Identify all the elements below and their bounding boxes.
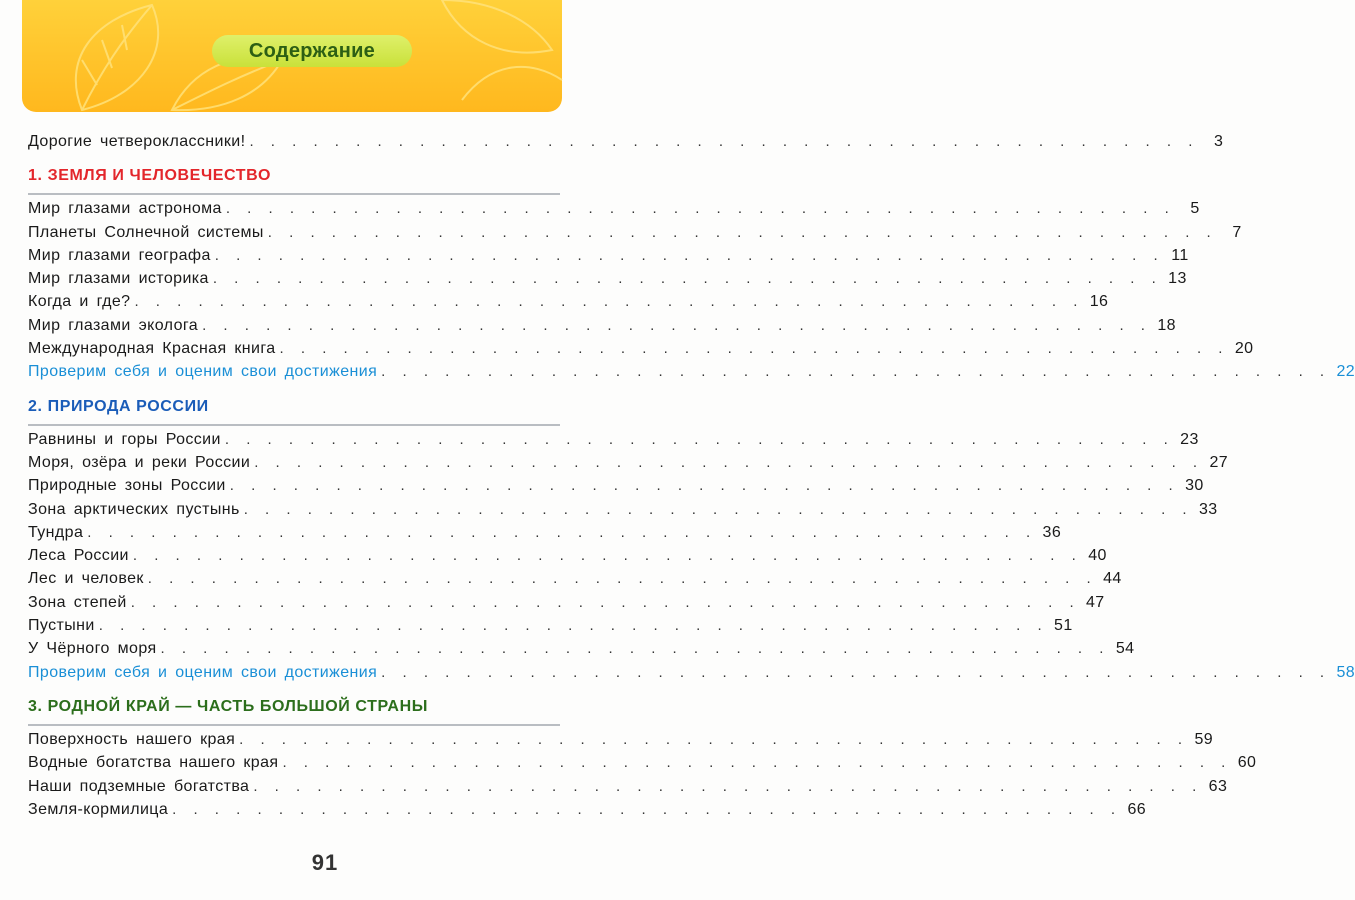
entry-page: 22 (1336, 363, 1355, 381)
dot-leader: . . . . . . . . . . . . . . . . . . . . . . . . . . . . . . . . . . . . . . . . . . . . . (224, 430, 1173, 448)
entry-title: Природные зоны России (28, 477, 226, 495)
entry-page: 59 (1194, 730, 1214, 748)
dot-leader: . . . . . . . . . . . . . . . . . . . . . . . . . . . . . . . . . . . . . . . . . . . . . (381, 663, 1330, 681)
dot-leader: . . . . . . . . . . . . . . . . . . . . . . . . . . . . . . . . . . . . . . . . . . . . . (249, 133, 1198, 150)
entry-page: 30 (1185, 477, 1204, 495)
toc-entry[interactable] (28, 728, 1214, 751)
toc-entry[interactable] (28, 591, 1105, 614)
toc-entry[interactable] (28, 775, 1228, 798)
entry-page: 54 (1115, 640, 1135, 658)
entry-title: Наши подземные богатства (28, 777, 250, 795)
dot-leader: . . . . . . . . . . . . . . . . . . . . . . . . . . . . . . . . . . . . . . . . . . . . . (132, 547, 1081, 565)
entry-page: 27 (1209, 453, 1229, 471)
entry-title: Мир глазами историка (28, 270, 209, 288)
entry-title: Международная Красная книга (28, 340, 276, 358)
dot-leader: . . . . . . . . . . . . . . . . . . . . . . . . . . . . . . . . . . . . . . . . . . . . . (282, 754, 1231, 772)
entry-page: 23 (1180, 430, 1199, 448)
entry-page: 11 (1171, 246, 1189, 264)
dot-leader: . . . . . . . . . . . . . . . . . . . . . . . . . . . . . . . . . . . . . . . . . . . . . (160, 640, 1109, 658)
toc-entry[interactable] (28, 498, 1218, 521)
entry-title: У Чёрного моря (28, 640, 157, 658)
entry-page: 33 (1198, 500, 1218, 518)
toc-entry-self-check[interactable] (28, 661, 1355, 684)
toc-entry[interactable] (28, 428, 1199, 451)
dot-leader: . . . . . . . . . . . . . . . . . . . . . . . . . . . . . . . . . . . . . . . . . . . . . (98, 617, 1047, 635)
dot-leader: . . . . . . . . . . . . . . . . . . . . . . . . . . . . . . . . . . . . . . . . . . . . . (172, 800, 1121, 818)
entry-page: 36 (1042, 523, 1062, 541)
toc-entry[interactable] (28, 637, 1135, 660)
dot-leader: . . . . . . . . . . . . . . . . . . . . . . . . . . . . . . . . . . . . . . . . . . . . . (130, 593, 1079, 611)
entry-page: 20 (1234, 340, 1254, 358)
toc-entry[interactable] (28, 314, 1176, 337)
toc-entry[interactable] (28, 267, 1187, 290)
dot-leader: . . . . . . . . . . . . . . . . . . . . . . . . . . . . . . . . . . . . . . . . . . . . . (381, 363, 1330, 381)
toc-entry[interactable] (28, 544, 1107, 567)
entry-page: 63 (1208, 777, 1228, 795)
page-number: 91 (311, 850, 339, 875)
dot-leader: . . . . . . . . . . . . . . . . . . . . . . . . . . . . . . . . . . . . . . . . . . . . . (267, 223, 1216, 241)
entry-title: Проверим себя и оценим свои достижения (28, 363, 378, 381)
section-divider (28, 724, 560, 726)
toc-entry[interactable] (28, 751, 1257, 774)
entry-title: Мир глазами эколога (28, 316, 199, 334)
toc-entry[interactable] (28, 521, 1062, 544)
entry-page: 3 (1214, 133, 1224, 150)
toc-entry[interactable] (28, 474, 1204, 497)
toc-entry[interactable] (28, 130, 1224, 153)
entry-title: Проверим себя и оценим свои достижения (28, 663, 378, 681)
entry-page: 44 (1103, 570, 1122, 588)
section-divider (28, 193, 560, 195)
entry-title: Леса России (28, 547, 129, 565)
dot-leader: . . . . . . . . . . . . . . . . . . . . . . . . . . . . . . . . . . . . . . . . . . . . . (214, 246, 1163, 264)
entry-title: Мир глазами географа (28, 246, 211, 264)
entry-title: Зона арктических пустынь (28, 500, 240, 518)
dot-leader: . . . . . . . . . . . . . . . . . . . . . . . . . . . . . . . . . . . . . . . . . . . . . (253, 777, 1202, 795)
section-heading: 2. ПРИРОДА РОССИИ (28, 397, 209, 415)
entry-title: Пустыни (28, 617, 95, 635)
entry-page: 16 (1089, 293, 1109, 311)
entry-page: 51 (1054, 617, 1073, 635)
toc-entry[interactable] (28, 451, 1229, 474)
dot-leader: . . . . . . . . . . . . . . . . . . . . . . . . . . . . . . . . . . . . . . . . . . . . . (212, 270, 1161, 288)
toc-entry-self-check[interactable] (28, 360, 1355, 383)
toc-entry[interactable] (28, 614, 1073, 637)
dot-leader: . . . . . . . . . . . . . . . . . . . . . . . . . . . . . . . . . . . . . . . . . . . . . (229, 477, 1178, 495)
dot-leader: . . . . . . . . . . . . . . . . . . . . . . . . . . . . . . . . . . . . . . . . . . . . . (254, 453, 1203, 471)
entry-title: Земля-кормилица (28, 800, 169, 818)
dot-leader: . . . . . . . . . . . . . . . . . . . . . . . . . . . . . . . . . . . . . . . . . . . . . (87, 523, 1036, 541)
toc-entry[interactable] (28, 244, 1189, 267)
dot-leader: . . . . . . . . . . . . . . . . . . . . . . . . . . . . . . . . . . . . . . . . . . . . . (239, 730, 1188, 748)
entry-page: 58 (1336, 663, 1355, 681)
entry-title: Поверхность нашего края (28, 730, 236, 748)
toc-entry[interactable] (28, 221, 1242, 244)
entry-title: Дорогие четвероклассники! (28, 133, 246, 150)
dot-leader: . . . . . . . . . . . . . . . . . . . . . . . . . . . . . . . . . . . . . . . . . . . . . (202, 316, 1150, 334)
table-of-contents (28, 130, 1355, 821)
dot-leader: . . . . . . . . . . . . . . . . . . . . . . . . . . . . . . . . . . . . . . . . . . . . . (225, 200, 1174, 218)
toc-entry[interactable] (28, 197, 1200, 220)
entry-title: Равнины и горы России (28, 430, 221, 448)
toc-entry[interactable] (28, 290, 1109, 313)
dot-leader: . . . . . . . . . . . . . . . . . . . . . . . . . . . . . . . . . . . . . . . . . . . . . (147, 570, 1096, 588)
entry-page: 40 (1088, 547, 1107, 565)
entry-title: Тундра (28, 523, 84, 541)
entry-page: 13 (1168, 270, 1187, 288)
header-banner (22, 0, 562, 112)
page-title: Содержание (212, 35, 412, 67)
entry-title: Моря, озёра и реки России (28, 453, 251, 471)
entry-page: 66 (1127, 800, 1147, 818)
entry-title: Водные богатства нашего края (28, 754, 279, 772)
dot-leader: . . . . . . . . . . . . . . . . . . . . . . . . . . . . . . . . . . . . . . . . . . . . . (134, 293, 1083, 311)
dot-leader: . . . . . . . . . . . . . . . . . . . . . . . . . . . . . . . . . . . . . . . . . . . . . (279, 340, 1228, 358)
entry-page: 47 (1086, 593, 1105, 611)
entry-title: Когда и где? (28, 293, 131, 311)
toc-entry[interactable] (28, 567, 1122, 590)
toc-entry[interactable] (28, 798, 1147, 821)
entry-title: Зона степей (28, 593, 127, 611)
section-heading: 3. РОДНОЙ КРАЙ — ЧАСТЬ БОЛЬШОЙ СТРАНЫ (28, 697, 428, 715)
dot-leader: . . . . . . . . . . . . . . . . . . . . . . . . . . . . . . . . . . . . . . . . . . . . . (243, 500, 1192, 518)
entry-page: 18 (1157, 316, 1176, 334)
entry-title: Планеты Солнечной системы (28, 223, 264, 241)
entry-title: Лес и человек (28, 570, 144, 588)
entry-page: 5 (1190, 200, 1200, 218)
toc-entry[interactable] (28, 337, 1254, 360)
section-divider (28, 424, 560, 426)
entry-page: 60 (1237, 754, 1257, 772)
entry-title: Мир глазами астронома (28, 200, 222, 218)
entry-page: 7 (1232, 223, 1242, 241)
section-heading: 1. ЗЕМЛЯ И ЧЕЛОВЕЧЕСТВО (28, 167, 271, 185)
